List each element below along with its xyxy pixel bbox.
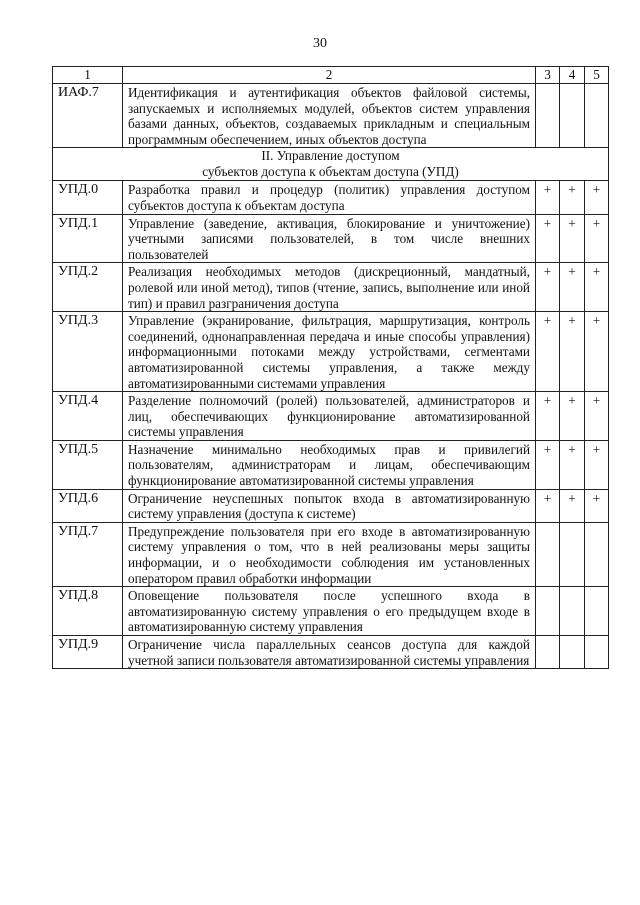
table-row — [53, 312, 609, 392]
measure-code: УПД.1 — [53, 214, 123, 263]
measure-code: УПД.0 — [53, 181, 123, 214]
class-2-mark: + — [560, 489, 585, 522]
measure-description: Назначение минимально необходимых прав и привилегий пользователям, администраторам и лицам, обеспечивающим функционирование автоматизированной системы управления — [123, 440, 536, 489]
measure-description: Реализация необходимых методов (дискреционный, мандатный, ролевой или иной метод), типов (чтение, запись, выполнение или иной тип) и правил разграничения доступа — [123, 263, 536, 312]
header-col-1: 1 — [53, 67, 123, 84]
header-col-3: 3 — [536, 67, 560, 84]
header-col-5: 5 — [585, 67, 609, 84]
class-3-mark: + — [536, 181, 560, 214]
page-number: 30 — [313, 36, 327, 51]
measure-code: УПД.5 — [53, 440, 123, 489]
class-1-mark — [585, 522, 609, 586]
class-2-mark: + — [560, 312, 585, 392]
class-3-mark — [536, 587, 560, 636]
table-row — [53, 440, 609, 489]
class-1-mark: + — [585, 440, 609, 489]
table-row — [53, 392, 609, 441]
class-1-mark — [585, 84, 609, 148]
class-2-mark — [560, 84, 585, 148]
measure-description: Управление (заведение, активация, блокирование и уничтожение) учетными записями пользователей, в том числе внешних пользователей — [123, 214, 536, 263]
class-2-mark — [560, 587, 585, 636]
measure-code: УПД.3 — [53, 312, 123, 392]
measure-code: УПД.7 — [53, 522, 123, 586]
measure-code: УПД.6 — [53, 489, 123, 522]
measure-code: УПД.8 — [53, 587, 123, 636]
measure-code: ИАФ.7 — [53, 84, 123, 148]
class-1-mark: + — [585, 263, 609, 312]
table-row — [53, 181, 609, 214]
class-1-mark: + — [585, 214, 609, 263]
class-3-mark — [536, 522, 560, 586]
table-row — [53, 489, 609, 522]
table-row — [53, 522, 609, 586]
class-2-mark — [560, 522, 585, 586]
class-1-mark: + — [585, 489, 609, 522]
table-row — [53, 214, 609, 263]
security-measures-table — [52, 66, 609, 669]
class-2-mark — [560, 636, 585, 669]
class-3-mark: + — [536, 392, 560, 441]
section-subtitle: субъектов доступа к объектам доступа (УПД) — [202, 164, 459, 180]
table-row — [53, 263, 609, 312]
class-1-mark — [585, 587, 609, 636]
section-heading-row — [53, 148, 609, 181]
table-row — [53, 587, 609, 636]
class-2-mark: + — [560, 440, 585, 489]
class-2-mark: + — [560, 392, 585, 441]
table-row — [53, 84, 609, 148]
measure-description: Ограничение неуспешных попыток входа в автоматизированную систему управления (доступа к системе) — [123, 489, 536, 522]
class-3-mark — [536, 636, 560, 669]
class-2-mark: + — [560, 214, 585, 263]
class-3-mark: + — [536, 214, 560, 263]
section-title: II. Управление доступом — [261, 148, 400, 164]
class-1-mark: + — [585, 181, 609, 214]
header-col-2: 2 — [123, 67, 536, 84]
class-1-mark: + — [585, 392, 609, 441]
measure-description: Оповещение пользователя после успешного входа в автоматизированную систему управления о его предыдущем входе в автоматизированную систему управления — [123, 587, 536, 636]
measure-description: Ограничение числа параллельных сеансов доступа для каждой учетной записи пользователя автоматизированной системы управления — [123, 636, 536, 669]
table-row — [53, 636, 609, 669]
class-1-mark: + — [585, 312, 609, 392]
class-3-mark: + — [536, 312, 560, 392]
section-heading — [53, 148, 609, 181]
measure-description: Разделение полномочий (ролей) пользователей, администраторов и лиц, обеспечивающих функционирование автоматизированной системы управления — [123, 392, 536, 441]
measure-description: Управление (экранирование, фильтрация, маршрутизация, контроль соединений, однонаправленная передача и иные способы управления) информационными потоками между устройствами, сегментами автоматизированной системы управления, а также между автоматизированными системами управления — [123, 312, 536, 392]
table-header-row — [53, 67, 609, 84]
class-3-mark: + — [536, 440, 560, 489]
class-1-mark — [585, 636, 609, 669]
measure-description: Разработка правил и процедур (политик) управления доступом субъектов доступа к объектам доступа — [123, 181, 536, 214]
class-3-mark — [536, 84, 560, 148]
class-3-mark: + — [536, 489, 560, 522]
measure-code: УПД.4 — [53, 392, 123, 441]
header-col-4: 4 — [560, 67, 585, 84]
measure-description: Идентификация и аутентификация объектов файловой системы, запускаемых и исполняемых модулей, объектов систем управления базами данных, объектов, создаваемых прикладным и специальным программным обеспечением, иных объектов доступа — [123, 84, 536, 148]
measure-code: УПД.9 — [53, 636, 123, 669]
measure-code: УПД.2 — [53, 263, 123, 312]
table-body — [53, 67, 609, 669]
measure-description: Предупреждение пользователя при его входе в автоматизированную систему управления о том, что в ней реализованы меры защиты информации, и о необходимости соблюдения им установленных оператором правил обработки информации — [123, 522, 536, 586]
class-2-mark: + — [560, 263, 585, 312]
class-2-mark: + — [560, 181, 585, 214]
class-3-mark: + — [536, 263, 560, 312]
